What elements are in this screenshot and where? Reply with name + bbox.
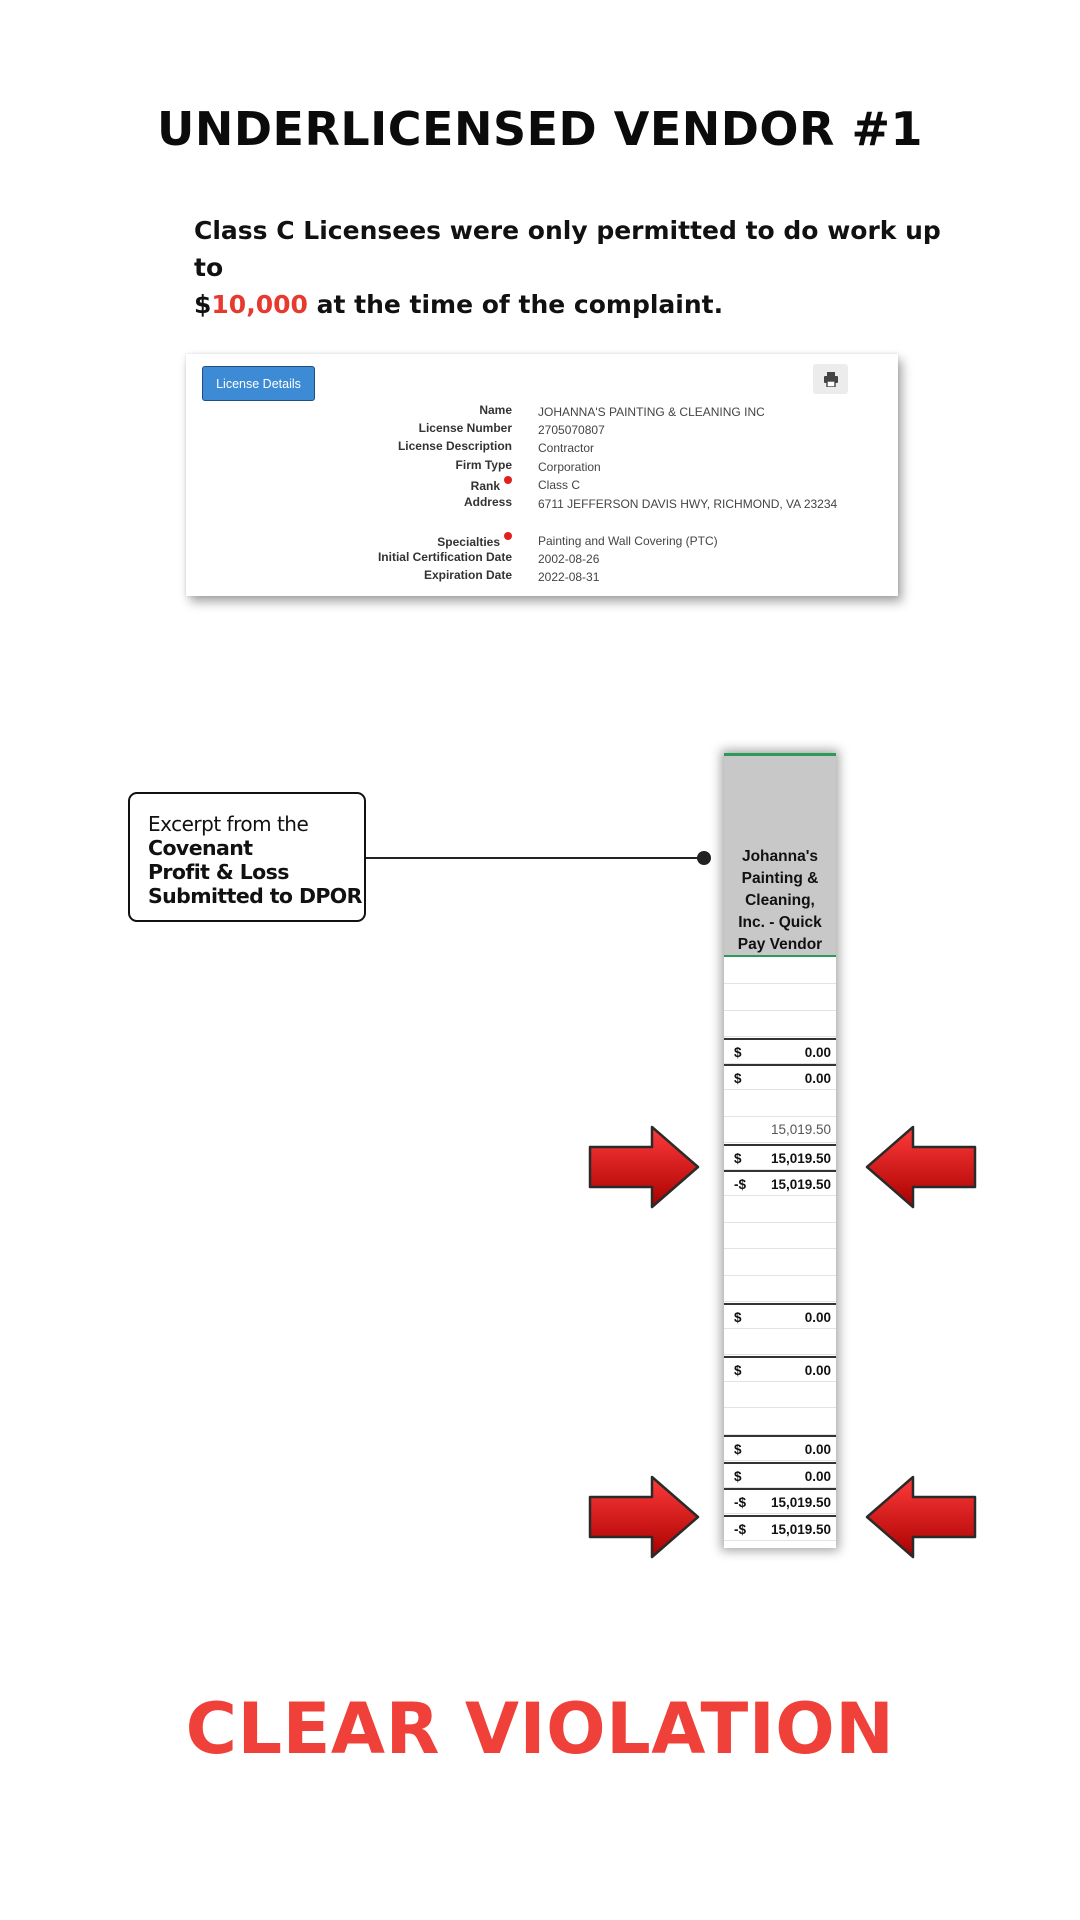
intro-line2: at the time of the complaint.	[307, 290, 724, 319]
license-row-label	[479, 403, 512, 417]
red-arrow-right-icon	[588, 1475, 700, 1559]
sheet-cell-amount: 0.00	[804, 1309, 831, 1325]
sheet-header-line: Cleaning,	[745, 892, 815, 909]
sheet-cell-currency: $	[734, 1071, 742, 1086]
license-row-value: Contractor	[538, 441, 595, 455]
sheet-cell	[724, 1011, 836, 1037]
license-row-label-text: Name	[479, 403, 512, 417]
sheet-header-line: Painting &	[741, 870, 819, 887]
intro-line1: Class C Licensees were only permitted to do work up to	[194, 216, 941, 282]
license-row	[186, 458, 898, 476]
sheet-cell-amount: 0.00	[804, 1071, 831, 1086]
license-row	[186, 403, 898, 421]
license-row-value: 6711 JEFFERSON DAVIS HWY, RICHMOND, VA 23234	[538, 497, 838, 511]
sheet-cell-currency: $	[734, 1362, 742, 1378]
sheet-cell	[724, 1170, 836, 1196]
license-row	[186, 532, 898, 550]
sheet-cell	[724, 1515, 836, 1541]
sheet-cell	[724, 1329, 836, 1355]
sheet-cell	[724, 1382, 836, 1408]
sheet-cell	[724, 1223, 836, 1249]
sheet-cell	[724, 1091, 836, 1117]
license-row-label	[378, 550, 512, 564]
license-row-label-text: Initial Certification Date	[377, 550, 512, 564]
callout-connector-line	[366, 857, 704, 859]
callout-emphasis	[148, 836, 368, 908]
license-row-label	[471, 476, 512, 493]
excerpt-callout	[128, 792, 366, 922]
license-row-label-text: Address	[463, 495, 512, 509]
license-row-value: 2022-08-31	[538, 570, 600, 584]
callout-line4: Submitted to DPOR	[148, 884, 362, 908]
license-row-label	[424, 568, 512, 582]
license-row	[186, 439, 898, 457]
license-row	[186, 476, 898, 494]
sheet-column-header	[724, 753, 836, 957]
license-row-label-text: Firm Type	[455, 458, 512, 472]
license-row-value: Class C	[538, 478, 581, 492]
intro-amount: 10,000	[211, 290, 308, 319]
license-row-label	[419, 421, 512, 435]
license-row-value: JOHANNA'S PAINTING & CLEANING INC	[538, 405, 765, 419]
license-row-label	[464, 495, 512, 509]
sheet-cell-currency: -$	[734, 1177, 747, 1192]
license-row-value: 2705070807	[538, 423, 605, 437]
print-button[interactable]	[813, 364, 848, 394]
sheet-cell-amount: 15,019.50	[770, 1122, 831, 1137]
license-row-label	[456, 458, 512, 472]
license-row	[186, 421, 898, 439]
print-icon	[823, 372, 839, 387]
callout-line1: Excerpt from the	[148, 812, 309, 836]
sheet-cell	[724, 958, 836, 984]
license-row	[186, 495, 898, 513]
sheet-cell	[724, 1276, 836, 1302]
sheet-header-line: Pay Vendor	[737, 936, 823, 953]
intro-dollar: $	[194, 290, 212, 319]
sheet-cell	[724, 1488, 836, 1514]
sheet-cell-currency: -$	[734, 1495, 747, 1510]
license-row-label-text: License Number	[418, 421, 512, 435]
callout-line3: Profit & Loss	[148, 860, 289, 884]
intro-text	[194, 212, 954, 323]
sheet-cell-amount: 0.00	[804, 1468, 831, 1484]
sheet-cell-amount: 0.00	[804, 1442, 831, 1457]
red-arrow-right-icon	[588, 1125, 700, 1209]
sheet-cell-amount: 15,019.50	[770, 1521, 831, 1537]
sheet-cell-currency: $	[734, 1309, 742, 1325]
sheet-cell-currency: $	[734, 1468, 742, 1484]
license-row	[186, 550, 898, 568]
license-row-value: Corporation	[538, 460, 601, 474]
sheet-cell-amount: 15,019.50	[770, 1177, 831, 1192]
pnl-spreadsheet-column	[724, 753, 836, 1548]
sheet-cell	[724, 1250, 836, 1276]
sheet-cell-amount: 0.00	[804, 1362, 831, 1378]
sheet-cell	[724, 1435, 836, 1461]
callout-line2: Covenant	[148, 836, 253, 860]
red-arrow-left-icon	[865, 1125, 977, 1209]
sheet-cell	[724, 1303, 836, 1329]
sheet-cell-currency: $	[734, 1150, 742, 1166]
sheet-cell	[724, 985, 836, 1011]
sheet-header-line: Johanna's	[741, 848, 819, 865]
info-icon[interactable]	[504, 532, 512, 540]
sheet-cell-amount: 15,019.50	[770, 1150, 831, 1166]
callout-connector-dot	[697, 851, 711, 865]
sheet-cell-amount: 0.00	[804, 1044, 831, 1060]
sheet-cell	[724, 1409, 836, 1435]
license-row-value: 2002-08-26	[538, 552, 600, 566]
sheet-cell	[724, 1144, 836, 1170]
sheet-cell	[724, 1197, 836, 1223]
sheet-cell	[724, 1356, 836, 1382]
license-details-card	[186, 354, 898, 596]
sheet-cell-currency: $	[734, 1044, 742, 1060]
sheet-cell	[724, 1462, 836, 1488]
sheet-cell	[724, 1038, 836, 1064]
info-icon[interactable]	[504, 476, 512, 484]
license-row-label-text: Expiration Date	[423, 568, 512, 582]
sheet-cell-amount: 15,019.50	[770, 1495, 831, 1510]
license-row	[186, 568, 898, 586]
license-row-value: Painting and Wall Covering (PTC)	[538, 534, 718, 548]
license-row-label-text: License Description	[397, 439, 512, 453]
license-row-label	[398, 439, 512, 453]
page-title: UNDERLICENSED VENDOR #1	[156, 102, 924, 156]
sheet-cell	[724, 1064, 836, 1090]
license-details-button[interactable]: License Details	[202, 366, 315, 401]
license-row-label-text: Rank	[470, 479, 500, 493]
red-arrow-left-icon	[865, 1475, 977, 1559]
sheet-cell-currency: $	[734, 1442, 742, 1457]
license-row-label-text: Specialties	[437, 535, 500, 549]
license-row-label	[437, 532, 512, 549]
sheet-cell	[724, 1117, 836, 1143]
sheet-cell-currency: -$	[734, 1521, 747, 1537]
violation-heading: CLEAR VIOLATION	[185, 1688, 895, 1770]
sheet-header-line: Inc. - Quick	[738, 914, 822, 931]
